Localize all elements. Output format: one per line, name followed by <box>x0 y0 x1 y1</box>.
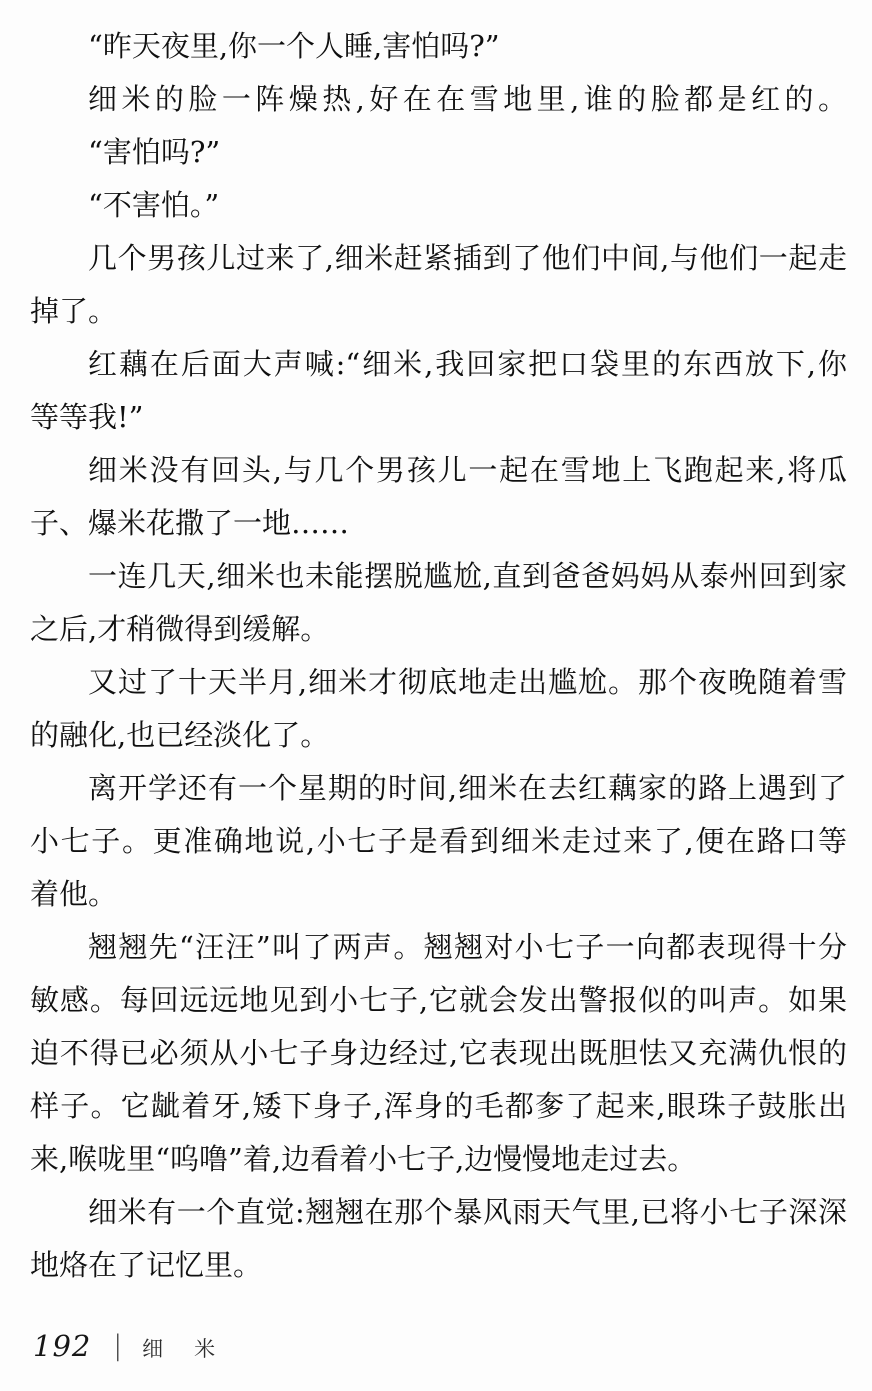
text-line: 着他。 <box>30 877 118 911</box>
text-line: “害怕吗?” <box>88 135 221 169</box>
page-footer <box>33 1322 246 1370</box>
text-line: 掉了。 <box>30 294 118 328</box>
text-line: 红藕在后面大声喊:“细米,我回家把口袋里的东西放下,你 <box>88 347 847 381</box>
text-line: 迫不得已必须从小七子身边经过,它表现出既胆怯又充满仇恨的 <box>30 1036 847 1070</box>
text-line: 又过了十天半月,细米才彻底地走出尴尬。那个夜晚随着雪 <box>88 665 847 699</box>
text-line: 子、爆米花撒了一地…… <box>30 506 350 540</box>
text-line: 敏感。每回远远地见到小七子,它就会发出警报似的叫声。如果 <box>30 983 847 1017</box>
text-line: 之后,才稍微得到缓解。 <box>30 612 330 646</box>
text-line: 等等我!” <box>30 400 144 434</box>
text-line: “昨天夜里,你一个人睡,害怕吗?” <box>88 29 500 63</box>
book-title: 细米 <box>142 1336 247 1361</box>
text-line: 来,喉咙里“呜噜”着,边看着小七子,边慢慢地走过去。 <box>30 1142 697 1176</box>
text-line: 一连几天,细米也未能摆脱尴尬,直到爸爸妈妈从泰州回到家 <box>88 559 847 593</box>
text-line: 地烙在了记忆里。 <box>30 1248 263 1282</box>
text-block <box>30 20 847 1292</box>
text-line: 细米有一个直觉:翘翘在那个暴风雨天气里,已将小七子深深 <box>88 1195 847 1229</box>
text-line: 几个男孩儿过来了,细米赶紧插到了他们中间,与他们一起走 <box>88 241 847 275</box>
text-line: 细米的脸一阵燥热,好在在雪地里,谁的脸都是红的。 <box>88 82 847 116</box>
text-line: 细米没有回头,与几个男孩儿一起在雪地上飞跑起来,将瓜 <box>88 453 847 487</box>
text-line: 离开学还有一个星期的时间,细米在去红藕家的路上遇到了 <box>88 771 847 805</box>
text-line: 小七子。更准确地说,小七子是看到细米走过来了,便在路口等 <box>30 824 847 858</box>
text-line: 翘翘先“汪汪”叫了两声。翘翘对小七子一向都表现得十分 <box>88 930 847 964</box>
page-number: 192 <box>33 1329 92 1363</box>
text-line: “不害怕。” <box>88 188 220 222</box>
text-line: 样子。它龇着牙,矮下身子,浑身的毛都奓了起来,眼珠子鼓胀出 <box>30 1089 847 1123</box>
footer-divider: | <box>113 1330 123 1362</box>
text-line: 的融化,也已经淡化了。 <box>30 718 330 752</box>
